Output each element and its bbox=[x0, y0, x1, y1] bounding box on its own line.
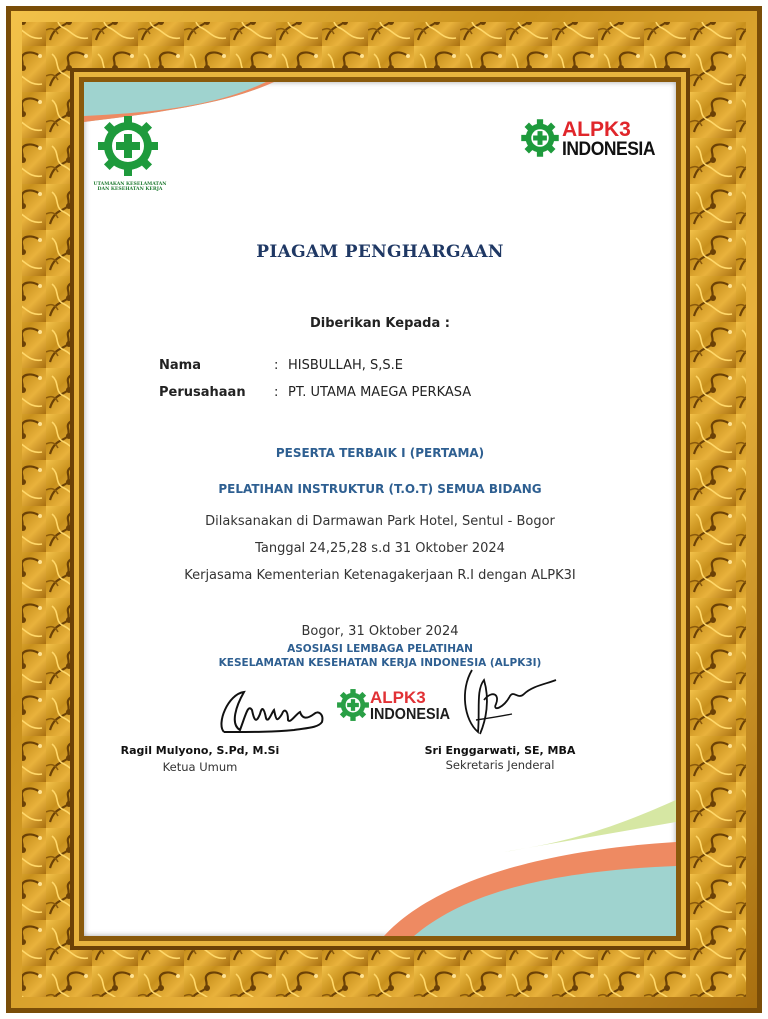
signatory-left-role: Ketua Umum bbox=[162, 760, 238, 774]
venue-text: Dilaksanakan di Darmawan Park Hotel, Sentul - Bogor bbox=[205, 514, 555, 529]
company-row bbox=[159, 385, 471, 400]
org-line1: ASOSIASI LEMBAGA PELATIHAN bbox=[287, 643, 473, 655]
company-label: Perusahaan bbox=[159, 385, 246, 400]
place-date: Bogor, 31 Oktober 2024 bbox=[301, 624, 459, 639]
training-title: PELATIHAN INSTRUKTUR (T.O.T) SEMUA BIDANG bbox=[218, 482, 542, 496]
signature-left bbox=[214, 684, 344, 738]
k3-gear-cross-icon bbox=[96, 114, 160, 178]
certificate-title: PIAGAM PENGHARGAAN bbox=[256, 242, 504, 262]
alpk3-logo-top bbox=[520, 114, 670, 164]
dates-text: Tanggal 24,25,28 s.d 31 Oktober 2024 bbox=[255, 541, 505, 556]
signatory-right-role: Sekretaris Jenderal bbox=[445, 758, 555, 772]
name-value: HISBULLAH, S,S.E bbox=[288, 358, 403, 373]
certificate-paper bbox=[84, 82, 676, 936]
company-value: PT. UTAMA MAEGA PERKASA bbox=[288, 385, 472, 400]
name-row bbox=[159, 358, 403, 373]
cooperation-text: Kerjasama Kementerian Ketenagakerjaan R.I dengan ALPK3I bbox=[184, 568, 576, 583]
signatory-left-name: Ragil Mulyono, S.Pd, M.Si bbox=[120, 744, 280, 757]
name-label: Nama bbox=[159, 358, 201, 373]
company-separator: : bbox=[274, 385, 279, 400]
bottom-wave-decoration bbox=[84, 782, 676, 936]
k3-caption-line2: DAN KESEHATAN KERJA bbox=[97, 187, 163, 192]
alpk3-stamp-logo bbox=[334, 684, 464, 728]
name-separator: : bbox=[274, 358, 279, 373]
award-title: PESERTA TERBAIK I (PERTAMA) bbox=[275, 446, 485, 460]
given-to-label: Diberikan Kepada : bbox=[310, 316, 450, 331]
signature-right bbox=[456, 660, 566, 740]
k3-caption-line1: UTAMAKAN KESELAMATAN bbox=[93, 182, 167, 187]
signatory-right-name: Sri Enggarwati, SE, MBA bbox=[424, 744, 576, 757]
alpk3-wordmark-stamp: ALPK3 bbox=[370, 688, 426, 707]
alpk3-wordmark-top: ALPK3 bbox=[562, 118, 631, 141]
org-line2: KESELAMATAN KESEHATAN KERJA INDONESIA (ALPK3I) bbox=[218, 657, 542, 669]
k3-logo bbox=[90, 114, 170, 192]
alpk3-gear-icon bbox=[520, 118, 560, 158]
alpk3-indonesia-top: INDONESIA bbox=[562, 139, 655, 160]
alpk3-indonesia-stamp: INDONESIA bbox=[370, 706, 451, 723]
